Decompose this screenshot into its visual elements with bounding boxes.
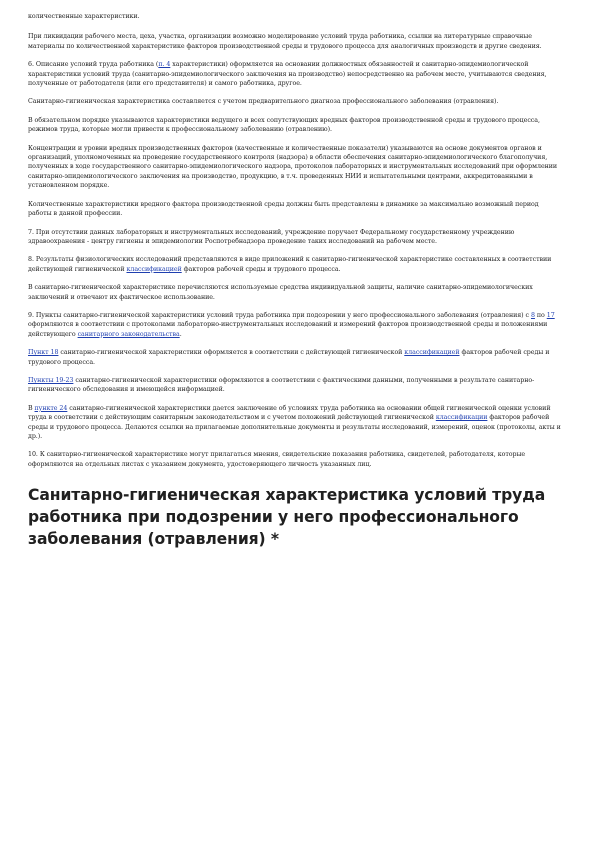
- document-link[interactable]: пункте 24: [34, 404, 68, 412]
- document-link[interactable]: классификацией: [126, 265, 182, 273]
- paragraph: [28, 60, 563, 88]
- paragraph-text: 9. Пункты санитарно-гигиенической характеристики условий труда работника при подозрении у него профессионального заболевания (отравления) с: [28, 311, 531, 319]
- section-heading: Санитарно-гигиеническая характеристика условий труда работника при подозрении у него профессионального заболевания (отравления) *: [28, 486, 546, 549]
- paragraph-text: .: [179, 330, 182, 338]
- paragraph-text: При ликвидации рабочего места, цеха, участка, организации возможно моделирование условий труда работника, ссылки на литературные справочные материалы по количественной характеристике факторов производственной среды и трудового процесса для аналогичных производств и другие сведения.: [28, 33, 542, 50]
- paragraph: [28, 348, 563, 367]
- paragraph-text: 8. Результаты физиологических исследований представляются в виде приложений к санитарно-гигиенической характеристике составленных в соответствии действующей гигиенической: [28, 256, 552, 273]
- document-body: [28, 12, 563, 469]
- paragraph: [28, 144, 563, 191]
- paragraph: [28, 116, 563, 135]
- paragraph: [28, 228, 563, 247]
- document-link[interactable]: Пункт 18: [28, 349, 59, 357]
- paragraph-text: В санитарно-гигиенической характеристике перечисляются используемые средства индивидуальной защиты, наличие санитарно-эпидемиологических заключений и отвечают их фактическое использование.: [28, 284, 533, 301]
- paragraph-text: по: [534, 311, 547, 319]
- paragraph-text: санитарно-гигиенической характеристики дается заключение об условиях труда работника на основании общей гигиенической оценки условий труда в соответствии с действующим санитарным законодательством и с учетом положений действующей гигиенической: [28, 404, 551, 422]
- document-link[interactable]: п. 4: [158, 61, 171, 69]
- paragraph-text: 6. Описание условий труда работника (: [28, 61, 159, 69]
- paragraph-text: количественные характеристики.: [28, 13, 140, 20]
- document-link[interactable]: 17: [546, 311, 555, 319]
- paragraph: [28, 255, 563, 274]
- paragraph: [28, 311, 563, 339]
- paragraph-text: Количественные характеристики вредного фактора производственной среды должны быть представлены в динамике за максимально возможный период работы в данной профессии.: [28, 200, 539, 218]
- paragraph-text: санитарно-гигиенической характеристики оформляются в соответствии с фактическими данными, полученными в результате санитарно-гигиенического обследования и имеющейся информацией.: [28, 376, 535, 394]
- paragraph: [28, 404, 563, 442]
- paragraph: [28, 450, 563, 469]
- paragraph-text: Санитарно-гигиеническая характеристика составляется с учетом предварительного диагноза профессионального заболевания (отравления).: [28, 98, 499, 106]
- paragraph: [28, 200, 563, 219]
- document-link[interactable]: классификацией: [404, 349, 460, 357]
- paragraph-text: характеристики) оформляется на основании должностных обязанностей и санитарно-эпидемиологической характеристики условий труда (санитарно-эпидемиологического заключения на производство) непосредственно на рабочем месте, учитываются сведения, полученные от работодателя (или его представителя) и самого работника, другое.: [28, 61, 547, 88]
- paragraph-text: факторов рабочей среды и трудового процесса. Делаются ссылки на прилагаемые дополнительные документы и результаты исследований, измерений, оценок (протоколы, акты и др.).: [28, 414, 561, 440]
- paragraph-text: санитарно-гигиенической характеристики оформляется в соответствии с действующей гигиенической: [58, 349, 405, 357]
- document-link[interactable]: Пункты 19-23: [28, 376, 74, 384]
- paragraph-text: факторов рабочей среды и трудового процесса.: [28, 349, 550, 366]
- paragraph-text: В обязательном порядке указываются характеристики ведущего и всех сопутствующих вредных факторов производственной среды и трудового процесса, режимов труда, которые могли привести к профессиональному заболеванию (отравлению).: [28, 116, 540, 134]
- paragraph: [28, 283, 563, 302]
- paragraph: [28, 97, 563, 106]
- document-link[interactable]: классификации: [435, 414, 488, 422]
- paragraph: [28, 12, 563, 21]
- paragraph: [28, 376, 563, 395]
- paragraph-text: В: [28, 404, 35, 412]
- paragraph-text: оформляются в соответствии с протоколами лабораторно-инструментальных исследований и измерений факторов производственной среды и положениями действующего: [28, 321, 548, 338]
- paragraph-text: Концентрации и уровни вредных производственных факторов (качественные и количественные показатели) указываются на основе документов органов и организаций, уполномоченных на проведение государственного контроля (надзора) в области обеспечения санитарно-эпидемиологического благополучия, полученных в ходе государственного санитарно-эпидемиологического надзора, протоколов лабораторных и инструментальных исследований при оформлении санитарно-эпидемиологического заключения на производство, продукцию, в т.ч. проведенных НИИ и испытательными центрами, аккредитованными в установленном порядке.: [28, 144, 558, 190]
- paragraph: [28, 32, 563, 51]
- paragraph-text: 10. К санитарно-гигиенической характеристике могут прилагаться мнения, свидетельские показания работника, свидетелей, работодателя, которые оформляются на отдельных листах с указанием документа, удостоверяющего личность указанных лиц.: [28, 451, 526, 468]
- paragraph-text: факторов рабочей среды и трудового процесса.: [181, 265, 341, 273]
- document-link[interactable]: санитарного законодательства: [77, 330, 180, 338]
- document-link[interactable]: 8: [530, 311, 535, 319]
- paragraph-text: 7. При отсутствии данных лабораторных и инструментальных исследований, учреждение поручает Федеральному государственному учреждению здравоохранения - центру гигиены и эпидемиологии Роспотребнадзора проведение таких исследований на рабочем месте.: [28, 228, 515, 245]
